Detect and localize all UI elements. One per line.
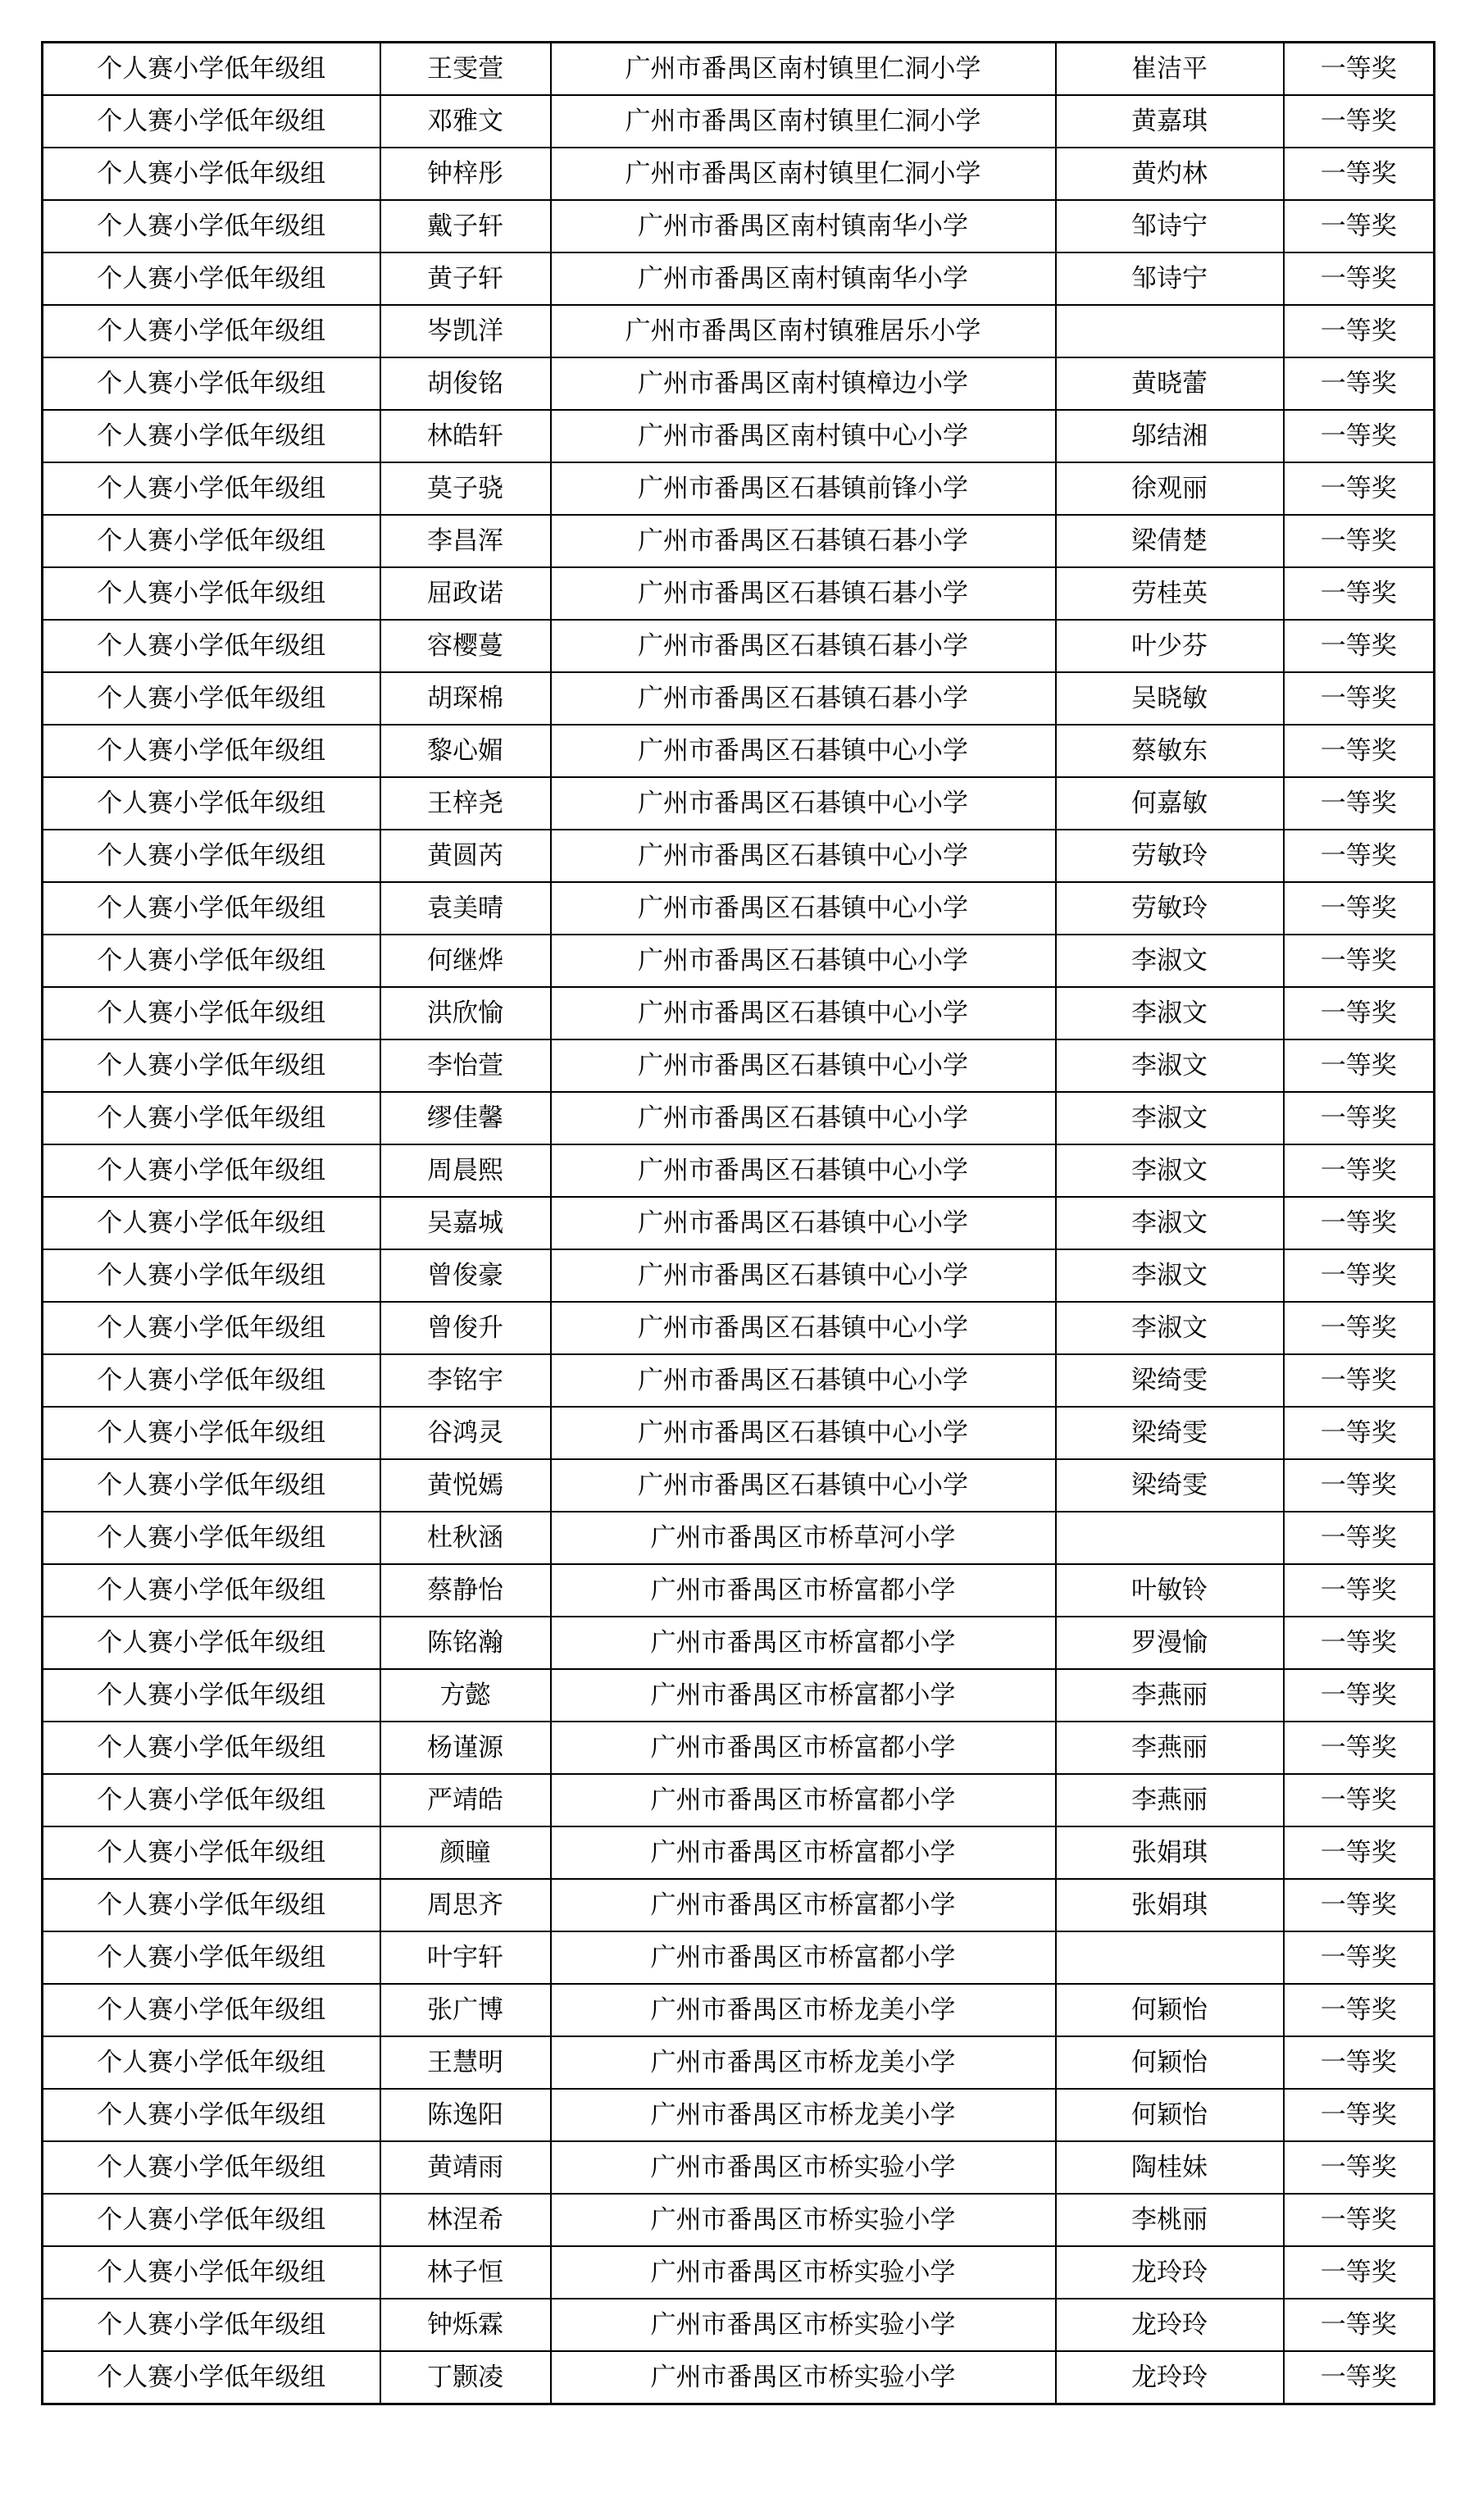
teacher-cell: 邬结湘 xyxy=(1056,410,1284,462)
award-cell: 一等奖 xyxy=(1284,1144,1435,1197)
teacher-cell: 李桃丽 xyxy=(1056,2194,1284,2246)
student-name-cell: 袁美晴 xyxy=(380,882,551,935)
award-cell: 一等奖 xyxy=(1284,252,1435,305)
teacher-cell: 梁倩楚 xyxy=(1056,515,1284,567)
category-cell: 个人赛小学低年级组 xyxy=(43,43,380,96)
teacher-cell: 李淑文 xyxy=(1056,1197,1284,1249)
category-cell: 个人赛小学低年级组 xyxy=(43,1302,380,1354)
teacher-cell: 李淑文 xyxy=(1056,1092,1284,1144)
table-row xyxy=(43,1879,1435,1931)
award-cell: 一等奖 xyxy=(1284,2299,1435,2351)
category-cell: 个人赛小学低年级组 xyxy=(43,1564,380,1617)
student-name-cell: 胡琛棉 xyxy=(380,672,551,725)
student-name-cell: 屈政诺 xyxy=(380,567,551,620)
teacher-cell: 劳敏玲 xyxy=(1056,882,1284,935)
teacher-cell: 龙玲玲 xyxy=(1056,2351,1284,2404)
teacher-cell: 何颖怡 xyxy=(1056,1984,1284,2036)
award-table-body xyxy=(43,43,1435,2404)
award-cell: 一等奖 xyxy=(1284,1092,1435,1144)
school-cell: 广州市番禺区石碁镇中心小学 xyxy=(551,1354,1056,1407)
award-cell: 一等奖 xyxy=(1284,987,1435,1039)
student-name-cell: 黎心媚 xyxy=(380,725,551,777)
student-name-cell: 王慧明 xyxy=(380,2036,551,2089)
school-cell: 广州市番禺区石碁镇中心小学 xyxy=(551,1197,1056,1249)
award-cell: 一等奖 xyxy=(1284,725,1435,777)
school-cell: 广州市番禺区石碁镇石碁小学 xyxy=(551,620,1056,672)
school-cell: 广州市番禺区市桥富都小学 xyxy=(551,1669,1056,1722)
school-cell: 广州市番禺区市桥实验小学 xyxy=(551,2351,1056,2404)
table-row xyxy=(43,2299,1435,2351)
award-cell: 一等奖 xyxy=(1284,1512,1435,1564)
category-cell: 个人赛小学低年级组 xyxy=(43,252,380,305)
student-name-cell: 陈铭瀚 xyxy=(380,1617,551,1669)
table-row xyxy=(43,1302,1435,1354)
teacher-cell: 李淑文 xyxy=(1056,1249,1284,1302)
award-cell: 一等奖 xyxy=(1284,1039,1435,1092)
teacher-cell: 叶敏铃 xyxy=(1056,1564,1284,1617)
award-cell: 一等奖 xyxy=(1284,2351,1435,2404)
teacher-cell: 劳桂英 xyxy=(1056,567,1284,620)
student-name-cell: 缪佳馨 xyxy=(380,1092,551,1144)
school-cell: 广州市番禺区南村镇里仁洞小学 xyxy=(551,95,1056,148)
category-cell: 个人赛小学低年级组 xyxy=(43,1459,380,1512)
school-cell: 广州市番禺区南村镇南华小学 xyxy=(551,200,1056,252)
school-cell: 广州市番禺区市桥草河小学 xyxy=(551,1512,1056,1564)
teacher-cell: 罗漫愉 xyxy=(1056,1617,1284,1669)
teacher-cell: 黄晓蕾 xyxy=(1056,357,1284,410)
category-cell: 个人赛小学低年级组 xyxy=(43,2036,380,2089)
student-name-cell: 洪欣愉 xyxy=(380,987,551,1039)
category-cell: 个人赛小学低年级组 xyxy=(43,462,380,515)
school-cell: 广州市番禺区南村镇中心小学 xyxy=(551,410,1056,462)
school-cell: 广州市番禺区市桥富都小学 xyxy=(551,1722,1056,1774)
school-cell: 广州市番禺区石碁镇中心小学 xyxy=(551,1407,1056,1459)
category-cell: 个人赛小学低年级组 xyxy=(43,1669,380,1722)
table-row xyxy=(43,515,1435,567)
table-row xyxy=(43,148,1435,200)
category-cell: 个人赛小学低年级组 xyxy=(43,1984,380,2036)
category-cell: 个人赛小学低年级组 xyxy=(43,830,380,882)
category-cell: 个人赛小学低年级组 xyxy=(43,1774,380,1826)
school-cell: 广州市番禺区市桥富都小学 xyxy=(551,1617,1056,1669)
award-cell: 一等奖 xyxy=(1284,935,1435,987)
table-row xyxy=(43,987,1435,1039)
student-name-cell: 严靖皓 xyxy=(380,1774,551,1826)
award-cell: 一等奖 xyxy=(1284,1722,1435,1774)
teacher-cell: 李淑文 xyxy=(1056,935,1284,987)
category-cell: 个人赛小学低年级组 xyxy=(43,1354,380,1407)
table-row xyxy=(43,1931,1435,1984)
category-cell: 个人赛小学低年级组 xyxy=(43,1144,380,1197)
school-cell: 广州市番禺区石碁镇前锋小学 xyxy=(551,462,1056,515)
award-cell: 一等奖 xyxy=(1284,830,1435,882)
category-cell: 个人赛小学低年级组 xyxy=(43,515,380,567)
award-cell: 一等奖 xyxy=(1284,1774,1435,1826)
student-name-cell: 周思齐 xyxy=(380,1879,551,1931)
category-cell: 个人赛小学低年级组 xyxy=(43,305,380,357)
student-name-cell: 曾俊升 xyxy=(380,1302,551,1354)
category-cell: 个人赛小学低年级组 xyxy=(43,777,380,830)
award-cell: 一等奖 xyxy=(1284,1302,1435,1354)
school-cell: 广州市番禺区南村镇南华小学 xyxy=(551,252,1056,305)
school-cell: 广州市番禺区市桥实验小学 xyxy=(551,2299,1056,2351)
category-cell: 个人赛小学低年级组 xyxy=(43,1826,380,1879)
school-cell: 广州市番禺区石碁镇中心小学 xyxy=(551,1144,1056,1197)
award-cell: 一等奖 xyxy=(1284,1669,1435,1722)
table-row xyxy=(43,1617,1435,1669)
table-row xyxy=(43,2246,1435,2299)
student-name-cell: 黄悦嫣 xyxy=(380,1459,551,1512)
table-row xyxy=(43,1669,1435,1722)
category-cell: 个人赛小学低年级组 xyxy=(43,987,380,1039)
table-row xyxy=(43,777,1435,830)
student-name-cell: 王梓尧 xyxy=(380,777,551,830)
school-cell: 广州市番禺区石碁镇石碁小学 xyxy=(551,515,1056,567)
student-name-cell: 莫子骁 xyxy=(380,462,551,515)
table-row xyxy=(43,830,1435,882)
student-name-cell: 李铭宇 xyxy=(380,1354,551,1407)
table-row xyxy=(43,1092,1435,1144)
student-name-cell: 谷鸿灵 xyxy=(380,1407,551,1459)
teacher-cell: 龙玲玲 xyxy=(1056,2246,1284,2299)
table-row xyxy=(43,43,1435,96)
student-name-cell: 丁颢凌 xyxy=(380,2351,551,2404)
school-cell: 广州市番禺区石碁镇中心小学 xyxy=(551,1249,1056,1302)
student-name-cell: 钟烁霖 xyxy=(380,2299,551,2351)
school-cell: 广州市番禺区市桥富都小学 xyxy=(551,1564,1056,1617)
category-cell: 个人赛小学低年级组 xyxy=(43,2089,380,2141)
teacher-cell: 何颖怡 xyxy=(1056,2036,1284,2089)
teacher-cell xyxy=(1056,1512,1284,1564)
table-row xyxy=(43,1407,1435,1459)
category-cell: 个人赛小学低年级组 xyxy=(43,1407,380,1459)
table-row xyxy=(43,725,1435,777)
school-cell: 广州市番禺区石碁镇中心小学 xyxy=(551,1039,1056,1092)
teacher-cell xyxy=(1056,1931,1284,1984)
student-name-cell: 方懿 xyxy=(380,1669,551,1722)
award-cell: 一等奖 xyxy=(1284,2036,1435,2089)
award-cell: 一等奖 xyxy=(1284,777,1435,830)
award-cell: 一等奖 xyxy=(1284,43,1435,96)
school-cell: 广州市番禺区市桥实验小学 xyxy=(551,2194,1056,2246)
table-row xyxy=(43,1774,1435,1826)
student-name-cell: 戴子轩 xyxy=(380,200,551,252)
student-name-cell: 杜秋涵 xyxy=(380,1512,551,1564)
table-row xyxy=(43,1197,1435,1249)
school-cell: 广州市番禺区市桥富都小学 xyxy=(551,1774,1056,1826)
table-row xyxy=(43,200,1435,252)
award-cell: 一等奖 xyxy=(1284,567,1435,620)
teacher-cell: 黄灼林 xyxy=(1056,148,1284,200)
category-cell: 个人赛小学低年级组 xyxy=(43,567,380,620)
teacher-cell: 黄嘉琪 xyxy=(1056,95,1284,148)
school-cell: 广州市番禺区南村镇里仁洞小学 xyxy=(551,43,1056,96)
student-name-cell: 容樱蔓 xyxy=(380,620,551,672)
school-cell: 广州市番禺区石碁镇中心小学 xyxy=(551,777,1056,830)
school-cell: 广州市番禺区石碁镇中心小学 xyxy=(551,987,1056,1039)
table-row xyxy=(43,305,1435,357)
teacher-cell xyxy=(1056,305,1284,357)
award-cell: 一等奖 xyxy=(1284,2141,1435,2194)
award-cell: 一等奖 xyxy=(1284,1354,1435,1407)
award-cell: 一等奖 xyxy=(1284,357,1435,410)
award-cell: 一等奖 xyxy=(1284,1617,1435,1669)
award-cell: 一等奖 xyxy=(1284,1249,1435,1302)
award-cell: 一等奖 xyxy=(1284,410,1435,462)
award-cell: 一等奖 xyxy=(1284,305,1435,357)
student-name-cell: 钟梓彤 xyxy=(380,148,551,200)
student-name-cell: 李昌浑 xyxy=(380,515,551,567)
student-name-cell: 王雯萱 xyxy=(380,43,551,96)
teacher-cell: 叶少芬 xyxy=(1056,620,1284,672)
student-name-cell: 叶宇轩 xyxy=(380,1931,551,1984)
award-cell: 一等奖 xyxy=(1284,1984,1435,2036)
table-row xyxy=(43,357,1435,410)
teacher-cell: 何嘉敏 xyxy=(1056,777,1284,830)
teacher-cell: 劳敏玲 xyxy=(1056,830,1284,882)
category-cell: 个人赛小学低年级组 xyxy=(43,1092,380,1144)
category-cell: 个人赛小学低年级组 xyxy=(43,620,380,672)
table-row xyxy=(43,935,1435,987)
category-cell: 个人赛小学低年级组 xyxy=(43,1722,380,1774)
category-cell: 个人赛小学低年级组 xyxy=(43,672,380,725)
table-row xyxy=(43,2194,1435,2246)
table-row xyxy=(43,2036,1435,2089)
teacher-cell: 龙玲玲 xyxy=(1056,2299,1284,2351)
school-cell: 广州市番禺区市桥龙美小学 xyxy=(551,2036,1056,2089)
school-cell: 广州市番禺区市桥富都小学 xyxy=(551,1931,1056,1984)
category-cell: 个人赛小学低年级组 xyxy=(43,2246,380,2299)
student-name-cell: 黄子轩 xyxy=(380,252,551,305)
category-cell: 个人赛小学低年级组 xyxy=(43,725,380,777)
teacher-cell: 李淑文 xyxy=(1056,1144,1284,1197)
award-cell: 一等奖 xyxy=(1284,515,1435,567)
category-cell: 个人赛小学低年级组 xyxy=(43,95,380,148)
teacher-cell: 崔洁平 xyxy=(1056,43,1284,96)
teacher-cell: 梁绮雯 xyxy=(1056,1407,1284,1459)
category-cell: 个人赛小学低年级组 xyxy=(43,1249,380,1302)
teacher-cell: 李淑文 xyxy=(1056,1039,1284,1092)
school-cell: 广州市番禺区南村镇雅居乐小学 xyxy=(551,305,1056,357)
table-row xyxy=(43,462,1435,515)
student-name-cell: 吴嘉城 xyxy=(380,1197,551,1249)
school-cell: 广州市番禺区石碁镇石碁小学 xyxy=(551,672,1056,725)
school-cell: 广州市番禺区市桥实验小学 xyxy=(551,2141,1056,2194)
school-cell: 广州市番禺区南村镇樟边小学 xyxy=(551,357,1056,410)
table-row xyxy=(43,1826,1435,1879)
award-cell: 一等奖 xyxy=(1284,1879,1435,1931)
award-cell: 一等奖 xyxy=(1284,2089,1435,2141)
award-cell: 一等奖 xyxy=(1284,672,1435,725)
student-name-cell: 张广博 xyxy=(380,1984,551,2036)
table-row xyxy=(43,1144,1435,1197)
teacher-cell: 梁绮雯 xyxy=(1056,1459,1284,1512)
school-cell: 广州市番禺区石碁镇中心小学 xyxy=(551,1302,1056,1354)
teacher-cell: 徐观丽 xyxy=(1056,462,1284,515)
student-name-cell: 李怡萱 xyxy=(380,1039,551,1092)
table-row xyxy=(43,1249,1435,1302)
award-cell: 一等奖 xyxy=(1284,2194,1435,2246)
teacher-cell: 邹诗宁 xyxy=(1056,252,1284,305)
student-name-cell: 曾俊豪 xyxy=(380,1249,551,1302)
school-cell: 广州市番禺区石碁镇中心小学 xyxy=(551,1092,1056,1144)
award-cell: 一等奖 xyxy=(1284,882,1435,935)
student-name-cell: 林皓轩 xyxy=(380,410,551,462)
table-row xyxy=(43,95,1435,148)
award-cell: 一等奖 xyxy=(1284,95,1435,148)
school-cell: 广州市番禺区石碁镇中心小学 xyxy=(551,725,1056,777)
student-name-cell: 周晨熙 xyxy=(380,1144,551,1197)
table-row xyxy=(43,1039,1435,1092)
school-cell: 广州市番禺区石碁镇石碁小学 xyxy=(551,567,1056,620)
table-row xyxy=(43,672,1435,725)
teacher-cell: 张娟琪 xyxy=(1056,1826,1284,1879)
category-cell: 个人赛小学低年级组 xyxy=(43,148,380,200)
teacher-cell: 吴晓敏 xyxy=(1056,672,1284,725)
award-cell: 一等奖 xyxy=(1284,620,1435,672)
category-cell: 个人赛小学低年级组 xyxy=(43,1197,380,1249)
award-cell: 一等奖 xyxy=(1284,1931,1435,1984)
teacher-cell: 李淑文 xyxy=(1056,1302,1284,1354)
table-row xyxy=(43,252,1435,305)
category-cell: 个人赛小学低年级组 xyxy=(43,1879,380,1931)
student-name-cell: 林子恒 xyxy=(380,2246,551,2299)
table-row xyxy=(43,1459,1435,1512)
award-cell: 一等奖 xyxy=(1284,2246,1435,2299)
category-cell: 个人赛小学低年级组 xyxy=(43,2351,380,2404)
award-cell: 一等奖 xyxy=(1284,1459,1435,1512)
category-cell: 个人赛小学低年级组 xyxy=(43,357,380,410)
school-cell: 广州市番禺区石碁镇中心小学 xyxy=(551,882,1056,935)
award-cell: 一等奖 xyxy=(1284,148,1435,200)
table-row xyxy=(43,1984,1435,2036)
teacher-cell: 李燕丽 xyxy=(1056,1722,1284,1774)
award-cell: 一等奖 xyxy=(1284,462,1435,515)
school-cell: 广州市番禺区石碁镇中心小学 xyxy=(551,830,1056,882)
teacher-cell: 何颖怡 xyxy=(1056,2089,1284,2141)
teacher-cell: 张娟琪 xyxy=(1056,1879,1284,1931)
teacher-cell: 邹诗宁 xyxy=(1056,200,1284,252)
table-row xyxy=(43,620,1435,672)
teacher-cell: 蔡敏东 xyxy=(1056,725,1284,777)
school-cell: 广州市番禺区市桥龙美小学 xyxy=(551,2089,1056,2141)
student-name-cell: 胡俊铭 xyxy=(380,357,551,410)
category-cell: 个人赛小学低年级组 xyxy=(43,2194,380,2246)
category-cell: 个人赛小学低年级组 xyxy=(43,2141,380,2194)
table-row xyxy=(43,1722,1435,1774)
award-table xyxy=(41,41,1435,2405)
student-name-cell: 黄靖雨 xyxy=(380,2141,551,2194)
student-name-cell: 蔡静怡 xyxy=(380,1564,551,1617)
student-name-cell: 黄圆芮 xyxy=(380,830,551,882)
category-cell: 个人赛小学低年级组 xyxy=(43,882,380,935)
table-row xyxy=(43,1564,1435,1617)
award-cell: 一等奖 xyxy=(1284,1197,1435,1249)
teacher-cell: 李淑文 xyxy=(1056,987,1284,1039)
table-row xyxy=(43,410,1435,462)
school-cell: 广州市番禺区石碁镇中心小学 xyxy=(551,935,1056,987)
category-cell: 个人赛小学低年级组 xyxy=(43,1931,380,1984)
table-row xyxy=(43,882,1435,935)
category-cell: 个人赛小学低年级组 xyxy=(43,1512,380,1564)
table-row xyxy=(43,1512,1435,1564)
teacher-cell: 李燕丽 xyxy=(1056,1774,1284,1826)
teacher-cell: 陶桂妹 xyxy=(1056,2141,1284,2194)
category-cell: 个人赛小学低年级组 xyxy=(43,410,380,462)
award-cell: 一等奖 xyxy=(1284,200,1435,252)
award-cell: 一等奖 xyxy=(1284,1564,1435,1617)
category-cell: 个人赛小学低年级组 xyxy=(43,2299,380,2351)
student-name-cell: 颜瞳 xyxy=(380,1826,551,1879)
student-name-cell: 邓雅文 xyxy=(380,95,551,148)
category-cell: 个人赛小学低年级组 xyxy=(43,200,380,252)
table-row xyxy=(43,2089,1435,2141)
table-row xyxy=(43,2141,1435,2194)
category-cell: 个人赛小学低年级组 xyxy=(43,935,380,987)
table-row xyxy=(43,567,1435,620)
school-cell: 广州市番禺区市桥富都小学 xyxy=(551,1879,1056,1931)
student-name-cell: 何继烨 xyxy=(380,935,551,987)
award-cell: 一等奖 xyxy=(1284,1407,1435,1459)
school-cell: 广州市番禺区南村镇里仁洞小学 xyxy=(551,148,1056,200)
category-cell: 个人赛小学低年级组 xyxy=(43,1617,380,1669)
student-name-cell: 杨谨源 xyxy=(380,1722,551,1774)
student-name-cell: 岑凯洋 xyxy=(380,305,551,357)
student-name-cell: 陈逸阳 xyxy=(380,2089,551,2141)
student-name-cell: 林涅希 xyxy=(380,2194,551,2246)
school-cell: 广州市番禺区市桥富都小学 xyxy=(551,1826,1056,1879)
school-cell: 广州市番禺区市桥实验小学 xyxy=(551,2246,1056,2299)
teacher-cell: 梁绮雯 xyxy=(1056,1354,1284,1407)
table-row xyxy=(43,2351,1435,2404)
award-cell: 一等奖 xyxy=(1284,1826,1435,1879)
category-cell: 个人赛小学低年级组 xyxy=(43,1039,380,1092)
school-cell: 广州市番禺区市桥龙美小学 xyxy=(551,1984,1056,2036)
teacher-cell: 李燕丽 xyxy=(1056,1669,1284,1722)
school-cell: 广州市番禺区石碁镇中心小学 xyxy=(551,1459,1056,1512)
table-row xyxy=(43,1354,1435,1407)
